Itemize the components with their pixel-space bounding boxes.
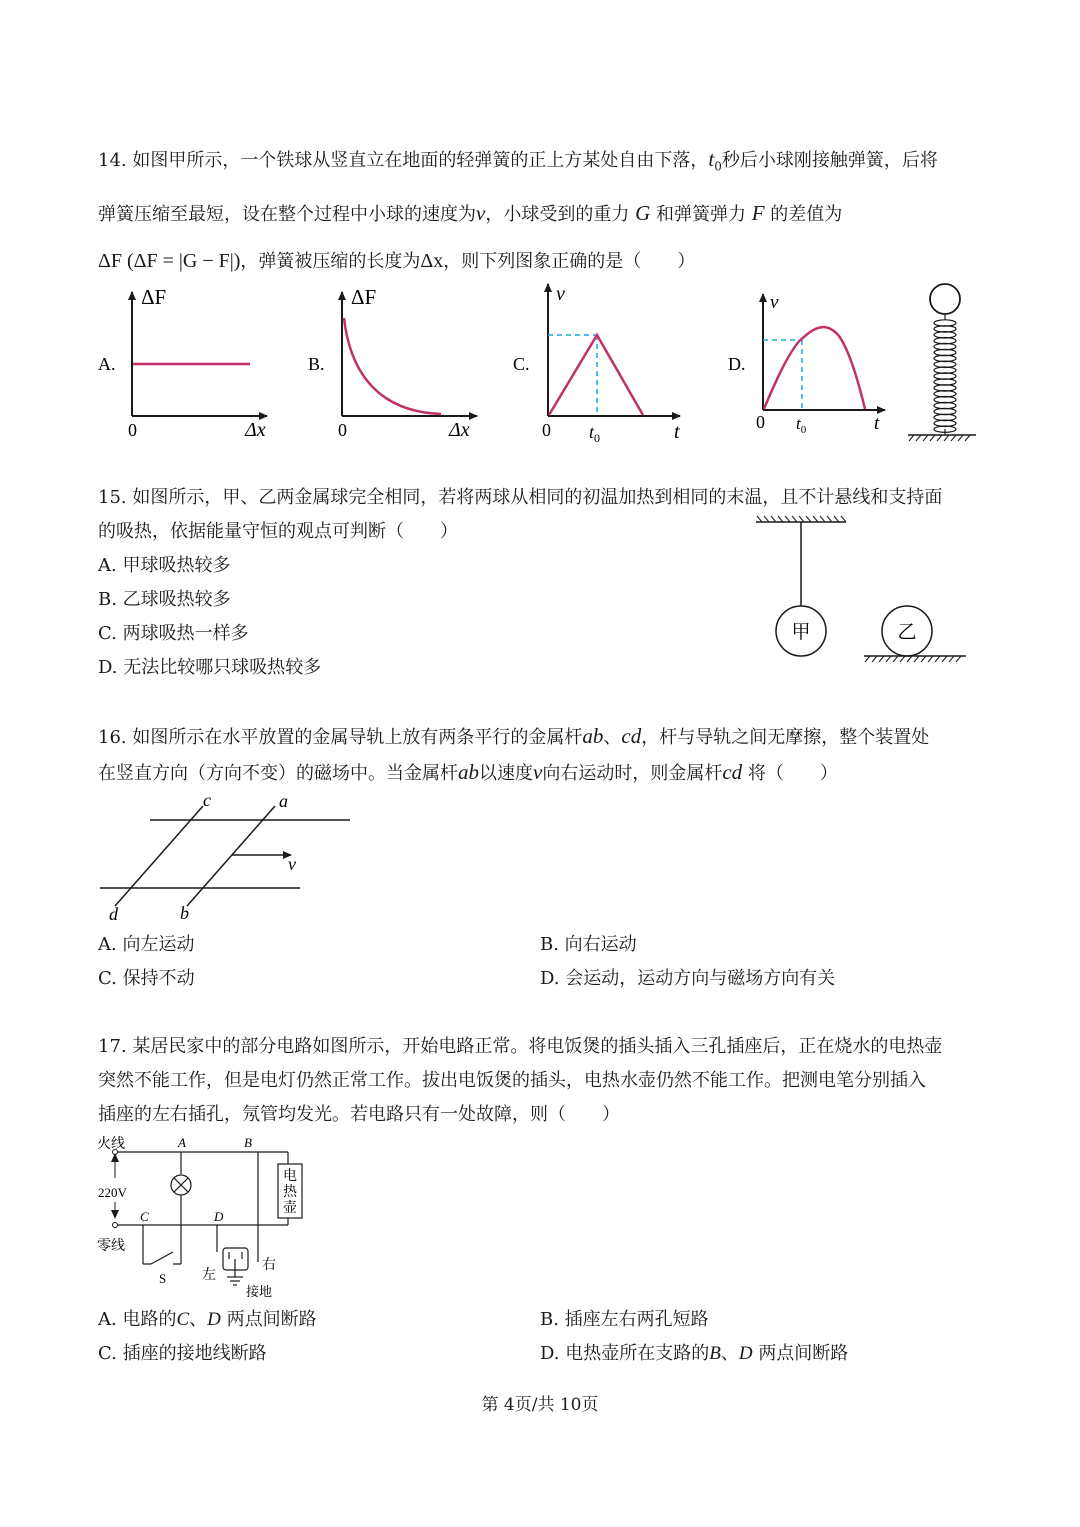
- q15-line-1: 15. 如图所示，甲、乙两金属球完全相同，若将两球从相同的初温加热到相同的末温，且不计悬线和支持面: [98, 487, 943, 508]
- hatch-mark: [841, 516, 846, 522]
- q16-line-2: 在竖直方向（方向不变）的磁场中。当金属杆ab以速度v向右运动时，则金属杆cd 将（ ）: [98, 760, 838, 784]
- graph-d: [725, 280, 910, 445]
- graph-c-x-label: t: [674, 421, 680, 443]
- hatch-mark: [806, 516, 811, 522]
- q17-line-1: 17. 某居民家中的部分电路如图所示，开始电路正常。将电饭煲的插头插入三孔插座后，正在烧水的电热壶: [98, 1036, 943, 1057]
- hatch-mark: [958, 435, 963, 441]
- graph-b-label: B.: [308, 354, 325, 374]
- spring-figure: [900, 278, 990, 448]
- live-wire-label: 火线: [97, 1137, 125, 1152]
- graph-d-y-label: v: [770, 292, 779, 313]
- q15-option-a: A. 甲球吸热较多: [98, 555, 231, 576]
- q16-option-c: C. 保持不动: [98, 968, 195, 989]
- hatch-mark: [900, 656, 905, 662]
- hatch-mark: [893, 656, 898, 662]
- label-c: c: [203, 790, 211, 810]
- iron-ball: [930, 284, 960, 314]
- graph-c-label: C.: [513, 354, 530, 374]
- kettle-char-2: 热: [283, 1185, 297, 1200]
- graph-c-curve: [549, 335, 643, 415]
- hatch-mark: [785, 516, 790, 522]
- hatch-mark: [951, 435, 956, 441]
- socket-left-label: 左: [202, 1268, 216, 1283]
- graph-d-origin: 0: [756, 412, 765, 432]
- q14-formula: ΔF (ΔF = |G − F|): [98, 249, 241, 272]
- hatch-mark: [799, 516, 804, 522]
- question-14: [98, 142, 988, 279]
- graph-d-x-label: t: [874, 413, 880, 434]
- label-a: a: [279, 791, 288, 811]
- question-17: [98, 1030, 988, 1132]
- circuit-figure: [95, 1132, 325, 1302]
- q17-option-a: A. 电路的C、D 两点间断路: [98, 1309, 317, 1330]
- q16-option-b: B. 向右运动: [540, 934, 637, 955]
- q16-option-a: A. 向左运动: [98, 934, 195, 955]
- hatch-mark: [865, 656, 870, 662]
- neutral-wire-label: 零线: [97, 1239, 125, 1254]
- two-balls-figure: [750, 512, 975, 667]
- floor-hatch: [865, 656, 961, 662]
- rod-ab: [187, 806, 275, 906]
- hatch-mark: [827, 516, 832, 522]
- graph-c-y-label: v: [556, 283, 565, 305]
- rails-figure: [95, 788, 365, 923]
- hatch-mark: [792, 516, 797, 522]
- graph-c-origin: 0: [542, 420, 551, 440]
- q14-line-1: 14. 如图甲所示，一个铁球从竖直立在地面的轻弹簧的正上方某处自由下落，$t_0$秒后小球刚接触弹簧，后将: [98, 147, 938, 174]
- hatch-mark: [914, 656, 919, 662]
- switch-blade: [151, 1252, 173, 1264]
- q17-option-c: C. 插座的接地线断路: [98, 1343, 267, 1364]
- label-b: b: [180, 903, 189, 923]
- kettle-char-1: 电: [283, 1169, 297, 1184]
- hatch-mark: [813, 516, 818, 522]
- graph-c: [510, 280, 695, 445]
- hatch-mark: [942, 656, 947, 662]
- node-a-label: A: [178, 1135, 186, 1150]
- q15-option-d: D. 无法比较哪只球吸热较多: [98, 657, 322, 678]
- hatch-mark: [820, 516, 825, 522]
- spring-coils: [934, 314, 956, 435]
- graph-b-origin: 0: [338, 420, 347, 440]
- label-d: d: [109, 904, 118, 924]
- hatch-mark: [928, 656, 933, 662]
- q17-line-2: 突然不能工作，但是电灯仍然正常工作。拔出电饭煲的插头，电热水壶仍然不能工作。把测电笔分别插入: [98, 1070, 926, 1091]
- rod-cd: [115, 806, 203, 906]
- q17-line-3: 插座的左右插孔，氖管均发光。若电路只有一处故障，则（ ）: [98, 1104, 620, 1125]
- hatch-mark: [930, 435, 935, 441]
- q16-line-1: 16. 如图所示在水平放置的金属导轨上放有两条平行的金属杆ab、cd，杆与导轨之间无摩擦，整个装置处: [98, 724, 930, 748]
- graph-d-tick: $t_0$: [796, 414, 807, 436]
- neutral-terminal: [113, 1223, 118, 1228]
- hatch-mark: [886, 656, 891, 662]
- ceiling-hatch: [757, 516, 846, 522]
- question-16: [98, 719, 988, 791]
- hatch-mark: [757, 516, 762, 522]
- hatch-mark: [764, 516, 769, 522]
- hatch-mark: [923, 435, 928, 441]
- hatch-mark: [907, 656, 912, 662]
- ball-jia-label: 甲: [791, 622, 811, 643]
- q15-option-c: C. 两球吸热一样多: [98, 623, 249, 644]
- graph-b-curve: [344, 318, 441, 414]
- node-b-label: B: [244, 1135, 252, 1150]
- hatch-mark: [872, 656, 877, 662]
- graph-a-x-label: Δx: [245, 419, 266, 441]
- ground-hatch: [909, 435, 970, 441]
- hatch-mark: [778, 516, 783, 522]
- hatch-mark: [921, 656, 926, 662]
- hatch-mark: [937, 435, 942, 441]
- page-footer: 第 4页/共 10页: [481, 1395, 599, 1415]
- ground-label: 接地: [246, 1284, 273, 1299]
- ball-yi-label: 乙: [897, 622, 917, 643]
- hatch-mark: [834, 516, 839, 522]
- hatch-mark: [879, 656, 884, 662]
- hatch-mark: [771, 516, 776, 522]
- graph-a-label: A.: [98, 354, 116, 374]
- graph-b: [305, 280, 490, 445]
- graph-a-y-label: ΔF: [141, 285, 167, 309]
- voltage-label: 220V: [98, 1185, 127, 1200]
- node-d-label: D: [214, 1209, 224, 1224]
- graph-d-label: D.: [728, 354, 746, 374]
- graph-b-y-label: ΔF: [351, 285, 377, 309]
- graph-d-curve: [764, 327, 865, 409]
- hatch-mark: [949, 656, 954, 662]
- node-c-label: C: [140, 1209, 149, 1224]
- graph-a-origin: 0: [128, 420, 137, 440]
- graph-a: [95, 280, 280, 445]
- label-v: v: [288, 854, 296, 874]
- graph-c-tick: $t_0$: [589, 422, 601, 445]
- graph-b-x-label: Δx: [449, 419, 470, 441]
- hatch-mark: [956, 656, 961, 662]
- hatch-mark: [909, 435, 914, 441]
- hatch-mark: [916, 435, 921, 441]
- q17-option-b: B. 插座左右两孔短路: [540, 1309, 709, 1330]
- q14-line-2: 弹簧压缩至最短，设在整个过程中小球的速度为v，小球受到的重力 G 和弹簧弹力 F 的差值为: [98, 200, 843, 225]
- q15-line-2: 的吸热，依据能量守恒的观点可判断（ ）: [98, 521, 458, 542]
- q14-line-3: ΔF (ΔF = |G − F|)，弹簧被压缩的长度为Δx，则下列图象正确的是（ ）: [98, 249, 696, 272]
- kettle-char-3: 壶: [283, 1201, 297, 1216]
- socket-right-label: 右: [262, 1258, 276, 1273]
- q15-option-b: B. 乙球吸热较多: [98, 589, 231, 610]
- q17-option-d: D. 电热壶所在支路的B、D 两点间断路: [540, 1343, 849, 1364]
- hatch-mark: [935, 656, 940, 662]
- hatch-mark: [944, 435, 949, 441]
- q16-option-d: D. 会运动，运动方向与磁场方向有关: [540, 968, 836, 989]
- switch-label: S: [159, 1271, 167, 1286]
- hatch-mark: [965, 435, 970, 441]
